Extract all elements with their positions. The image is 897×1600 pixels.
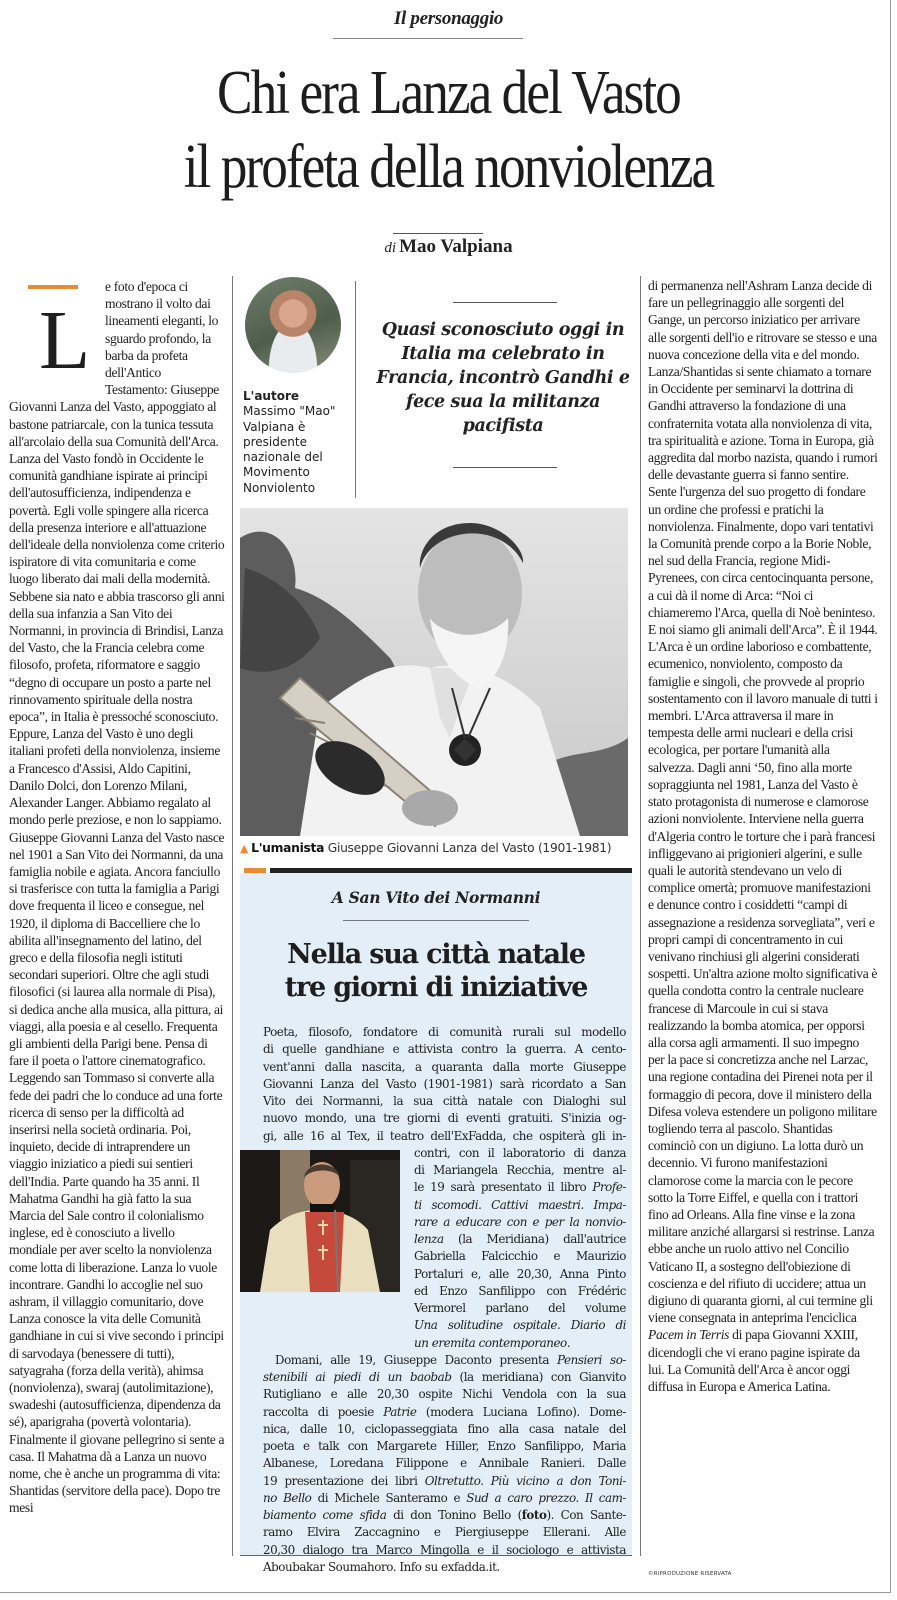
- book-title: Patrie: [383, 1404, 417, 1419]
- sidebar-text: .: [566, 1335, 571, 1350]
- article-paragraph: e foto d'epoca ci mostrano il volto dai lineamenti eleganti, lo sguardo profondo, la barba da profeta dell'Antico Testamento: Giuseppe Giovanni Lanza del Vasto, appoggiato al bastone patriarcale, con la tunica tessuta all'arcolaio della sua Comunità dell'Arca. Lanza del Vasto fondò in Occidente le comunità gandhiane ispirate ai principi dell'autosufficienza, indipendenza e povertà. Egli volle spingere alla ricerca della presenza interiore e all'attuazione dell'ideale della nonviolenza come criterio ispiratore di vita comunitaria e come luogo liberato dai mali della modernità. Sebbene sia nato e abbia trascorso gli anni della sua infanzia a San Vito dei Normanni, in provincia di Brindisi, Lanza del Vasto, che la Francia celebra come filosofo, profeta, riformatore e saggio “degno di occupare un posto a parte nel rinnovamento spirituale della nostra epoca”, in Italia è pressoché sconosciuto. Eppure, Lanza del Vasto è uno degli italiani profeti della nonviolenza, insieme a Francesco d'Assisi, Aldo Capitini, Danilo Dolci, don Lorenzo Milani, Alexander Langer. Abbiamo regalato al mondo perle preziose, e non lo sappiamo. Giuseppe Giovanni Lanza del Vasto nasce nel 1901 a San Vito dei Normanni, da una famiglia nobile e agiata. Ancora fanciullo si trasferisce con tutta la famiglia a Parigi dove frequenta il liceo e consegue, nel 1920, il diploma di Baccelliere che lo abilita all'insegnamento del latino, del greco e della filosofia negli istituti secondari superiori. Oltre che agli studi filosofici (si laurea alla normale di Pisa), si dedica anche alla musica, alla pittura, ai viaggi, alla poesia e al cesello. Frequenta gli ambienti della Parigi bene. Pensa di fare il poeta o l'attore cinematografico. Leggendo san Tommaso si converte alla fede dei padri che lo conduce ad una forte ricerca di senso per la difficoltà ad inserirsi nella società ordinaria. Poi, inquieto, decide di intraprendere un viaggio iniziatico a piedi sui sentieri dell'India. Parte quando ha 35 anni. Il Mahatma Gandhi ha già fatto la sua Marcia del Sale contro il colonialismo inglese, ed è conosciuto a livello mondiale per aver scelto la nonviolenza come lotta di liberazione. Lanza lo vuole incontrare. Gandhi lo accoglie nel suo ashram, il villaggio comunitario, dove Lanza conosce la vita delle Comunità gandhiane in cui si vive secondo i principi di sarvodaya (benessere di tutti), satyagraha (forza della verità), ahimsa (nonviolenza), swaraj (autolimitazione), swadeshi (autosufficienza, dipendenza da sé), aparigraha (povertà volontaria). Finalmente il giovane pellegrino si sente a casa. Il Mahatma dà a Lanza un nuovo nome, che è anche un programma di vita: Shantidas (servitore della pace). Dopo tre mesi: [9, 279, 225, 1516]
- sidebar-text: (modera Luciana Lofino). Dome-: [416, 1404, 626, 1419]
- sidebar-text: le 19 sarà presentato il libro: [414, 1180, 593, 1195]
- sidebar-line: gi, alle 16 al Tex, il teatro dell'ExFadda, che ospiterà gli in-: [263, 1128, 626, 1143]
- caption-label: L'umanista: [251, 841, 325, 855]
- sidebar-text: (la Meridiana) dall'autrice: [443, 1232, 626, 1246]
- book-title: Profe-: [592, 1180, 626, 1195]
- book-title: Pensieri so-: [557, 1352, 626, 1367]
- author-label: L'autore: [243, 389, 299, 403]
- sidebar-line: Albanese, Loredana Filippone e Annibale Ranieri. Dalle: [263, 1456, 626, 1471]
- section-kicker: Il personaggio: [393, 8, 504, 29]
- sidebar-line: di quelle gandhiane e attivista contro la guerra. A cento-: [263, 1042, 626, 1057]
- column-divider-right: [640, 276, 641, 1556]
- sidebar-line: [414, 1214, 626, 1231]
- sidebar-line: [263, 1490, 626, 1507]
- author-divider: [355, 281, 356, 498]
- sidebar-line: [263, 1369, 626, 1386]
- book-title: biamento come sfida: [263, 1508, 387, 1522]
- byline-divider: [393, 233, 483, 234]
- sidebar-text: di don Tonino Bello (: [386, 1508, 522, 1522]
- article-column-right: [648, 277, 878, 1395]
- sidebar-text: 19 presentazione dei libri: [263, 1473, 425, 1488]
- sidebar-text: ). Con Sante-: [546, 1508, 626, 1522]
- sidebar-line: Vito dei Normanni, la sua città natale con Dialoghi sul: [263, 1094, 626, 1108]
- book-title: rare a educare con e per la nonvio-: [414, 1214, 626, 1229]
- article-column-left: [9, 278, 225, 1517]
- pullquote-rule-top: [453, 302, 557, 303]
- article-italic-title: Pacem in Terris: [648, 1327, 730, 1343]
- sidebar-line: nica, dalle 10, ciclopasseggiata fino alla casa natale del: [263, 1421, 626, 1436]
- pullquote-rule-bottom: [453, 467, 557, 468]
- book-title: lenza: [414, 1232, 444, 1246]
- drop-cap: L: [39, 294, 90, 387]
- sidebar-line: contri, con il laboratorio di danza: [414, 1145, 626, 1160]
- sidebar-line: [263, 1473, 626, 1490]
- sidebar-line: [414, 1179, 626, 1196]
- sidebar-line: [414, 1317, 626, 1334]
- headline-line-1: Chi era Lanza del Vasto: [216, 59, 680, 127]
- sidebar-line: Rutigliano e alle 20,30 ospite Nichi Vendola con la sua: [263, 1387, 626, 1402]
- book-title: no Bello: [263, 1490, 312, 1505]
- author-box: [243, 389, 353, 496]
- book-title: Oltretutto. Più vicino a don Toni-: [424, 1473, 626, 1488]
- book-title: ti scomodi. Cattivi maestri. Impa-: [414, 1197, 626, 1212]
- book-title: un eremita contemporaneo: [414, 1335, 567, 1350]
- sidebar-line: Aboubakar Soumahoro. Info su exfadda.it.: [263, 1559, 500, 1574]
- sidebar-line: [414, 1335, 626, 1352]
- sidebar-line: poeta e talk con Margarete Hiller, Enzo Sanfilippo, Maria: [263, 1439, 626, 1453]
- author-bio: Massimo "Mao" Valpiana è presidente nazionale del Movimento Nonviolento: [243, 404, 336, 495]
- triangle-up-icon: ▲: [240, 842, 249, 855]
- sidebar-line: Giovanni Lanza del Vasto (1901-1981) sarà ricordato a San: [263, 1076, 626, 1091]
- sidebar-line: Gabriella Falcicchio e Maurizio: [414, 1249, 626, 1264]
- author-avatar: [245, 277, 341, 373]
- byline-author: Mao Valpiana: [399, 236, 513, 257]
- main-photo: [240, 508, 628, 836]
- book-title: Sud a caro prezzo. Il cam-: [466, 1490, 626, 1505]
- photo-reference: foto: [521, 1508, 547, 1522]
- byline-prefix: di: [384, 240, 397, 256]
- sidebar-line: [263, 1352, 626, 1369]
- rights-notice: ©RIPRODUZIONE RISERVATA: [648, 1571, 732, 1577]
- sidebar-line: Poeta, filosofo, fondatore di comunità rurali sul modello: [263, 1025, 626, 1039]
- sidebar-line: [263, 1507, 626, 1524]
- sidebar-line: di Mariangela Recchia, mentre al-: [414, 1163, 626, 1177]
- sidebar-text: (la meridiana) con Gianvito: [451, 1370, 626, 1384]
- sidebar-headline: [240, 938, 632, 1004]
- article-text-end: di papa Giovanni XXIII, dicendogli che vi erano pagine ispirate da lui. La Comunità dell'Arca è ancor oggi diffusa in Europa e America Latina.: [648, 1327, 860, 1394]
- byline: [0, 236, 897, 258]
- caption-text: Giuseppe Giovanni Lanza del Vasto (1901-1981): [327, 841, 612, 855]
- sidebar-line: vent'anni dalla nascita, a quaranta dalla morte Giuseppe: [263, 1059, 626, 1074]
- sidebar-line: [263, 1404, 626, 1421]
- book-title: stenibili ai piedi di un baobab: [263, 1370, 452, 1384]
- sidebar-line: nuovo mondo, una tre giorni di eventi gratuiti. S'inizia og-: [263, 1111, 626, 1126]
- sidebar-line: ramo Elvira Zaccagnino e Piergiuseppe Ellerani. Alle: [263, 1525, 626, 1540]
- sidebar-line: ed Enzo Sanfilippo con Frédéric: [414, 1283, 626, 1298]
- photo-caption: [240, 841, 640, 855]
- article-text: di permanenza nell'Ashram Lanza decide di fare un pellegrinaggio alle sorgenti del Gange, un percorso iniziatico per arrivare alle sorgenti dell'io e ritrovare se stesso e una nuova concezione della vita e del mondo. Lanza/Shantidas si sente chiamato a tornare in Occidente per seminarvi la dottrina di Gandhi attraverso la fondazione di una confraternita votata alla nonviolenza di vita, tra spiritualità e azione. Torna in Europa, già aggredita dal morbo nazista, quando i rumori delle devastante guerra si fanno sentire. Sente l'urgenza del suo progetto di fondare un ordine che professi e pratichi la nonviolenza. Finalmente, dopo vari tentativi la Comunità prende corpo a la Borie Noble, nel sud della Francia, regione Midi-Pyrenees, con circa centocinquanta persone, a cui dà il nome di Arca: “Noi ci chiameremo l'Arca, quella di Noè beninteso. E noi siamo gli animali dell'Arca”. È il 1944. L'Arca è un ordine laborioso e combattente, ecumenico, nonviolento, composto da famiglie e singoli, che provvede al proprio sostentamento con il lavoro manuale di tutti i membri. L'Arca attraversa il mare in tempesta delle armi nucleari e della crisi ecologica, per portare l'umanità alla salvezza. Dagli anni ‘50, fino alla morte sopraggiunta nel 1981, Lanza del Vasto è stato protagonista di numerose e clamorose azioni nonviolente. Interviene nella guerra d'Algeria contro le torture che i parà francesi infliggevano ai prigionieri algerini, e sulle quali le autorità stendevano un velo di complice omertà; promuove manifestazioni e denunce contro i cosiddetti “campi di assegnazione a residenza sorvegliata”, veri e propri campi di concentramento in cui venivano rinchiusi gli algerini considerati sospetti. Un'altra azione molto significativa è quella condotta contro la centrale nucleare francese di Marcoule in cui si stava realizzando la bomba atomica, per opporsi alla corsa agli armamenti. Il suo impegno per la pace si concretizza anche nel Larzac, una regione contadina dei Pirenei nota per il formaggio di pecora, dove il ministero della Difesa voleva estendere un poligono militare togliendo terra al pascolo. Shantidas cominciò con un digiuno. La lotta durò un decennio. Vi furono manifestazioni clamorose come la marcia con le pecore sotto la Torre Eiffel, e quella con i trattori fino ad Orleans. Alla fine vinse e la zona militare anziché allargarsi si restrinse. Lanza ebbe anche un ruolo attivo nel Concilio Vaticano II, a sostegno dell'obiezione di coscienza e del rifiuto di uccidere; attua un digiuno di quaranta giorni, al cui termine gli viene consegnata in anteprima l'enciclica: [648, 278, 878, 1326]
- headline-line-2: il profeta della nonviolenza: [183, 133, 714, 201]
- sidebar-line: [414, 1197, 626, 1214]
- sidebar-headline-line-2: tre giorni di iniziative: [284, 972, 588, 1003]
- headline: [63, 56, 834, 204]
- portrait-image: [240, 508, 628, 836]
- book-title: Una solitudine ospitale. Diario di: [414, 1318, 626, 1333]
- sidebar-headline-line-1: Nella sua città natale: [287, 939, 585, 970]
- sidebar-body: [263, 1024, 626, 1576]
- sidebar-text: Domani, alle 19, Giuseppe Daconto presenta: [275, 1352, 558, 1367]
- kicker-divider: [333, 38, 523, 39]
- pull-quote: Quasi sconosciuto oggi in Italia ma celebrato in Francia, incontrò Gandhi e fece sua la militanza pacifista: [376, 320, 630, 436]
- sidebar-kicker-divider: [343, 920, 529, 921]
- sidebar-kicker: A San Vito dei Normanni: [331, 888, 541, 907]
- sidebar-wrap-text: [263, 1145, 626, 1352]
- column-divider: [232, 276, 233, 1556]
- sidebar-line: Vermorel parlano del volume: [414, 1301, 626, 1315]
- sidebar-line: 20,30 dialogo tra Marco Mingolla e il sociologo e attivista: [263, 1542, 626, 1557]
- sidebar-text: di Michele Santeramo e: [311, 1490, 467, 1505]
- sidebar-text: raccolta di poesie: [263, 1404, 384, 1419]
- sidebar-line: [414, 1231, 626, 1248]
- article-paragraph-continued: [648, 277, 878, 1395]
- sidebar-line: Portaluri e, alle 20,30, Anna Pinto: [414, 1266, 626, 1281]
